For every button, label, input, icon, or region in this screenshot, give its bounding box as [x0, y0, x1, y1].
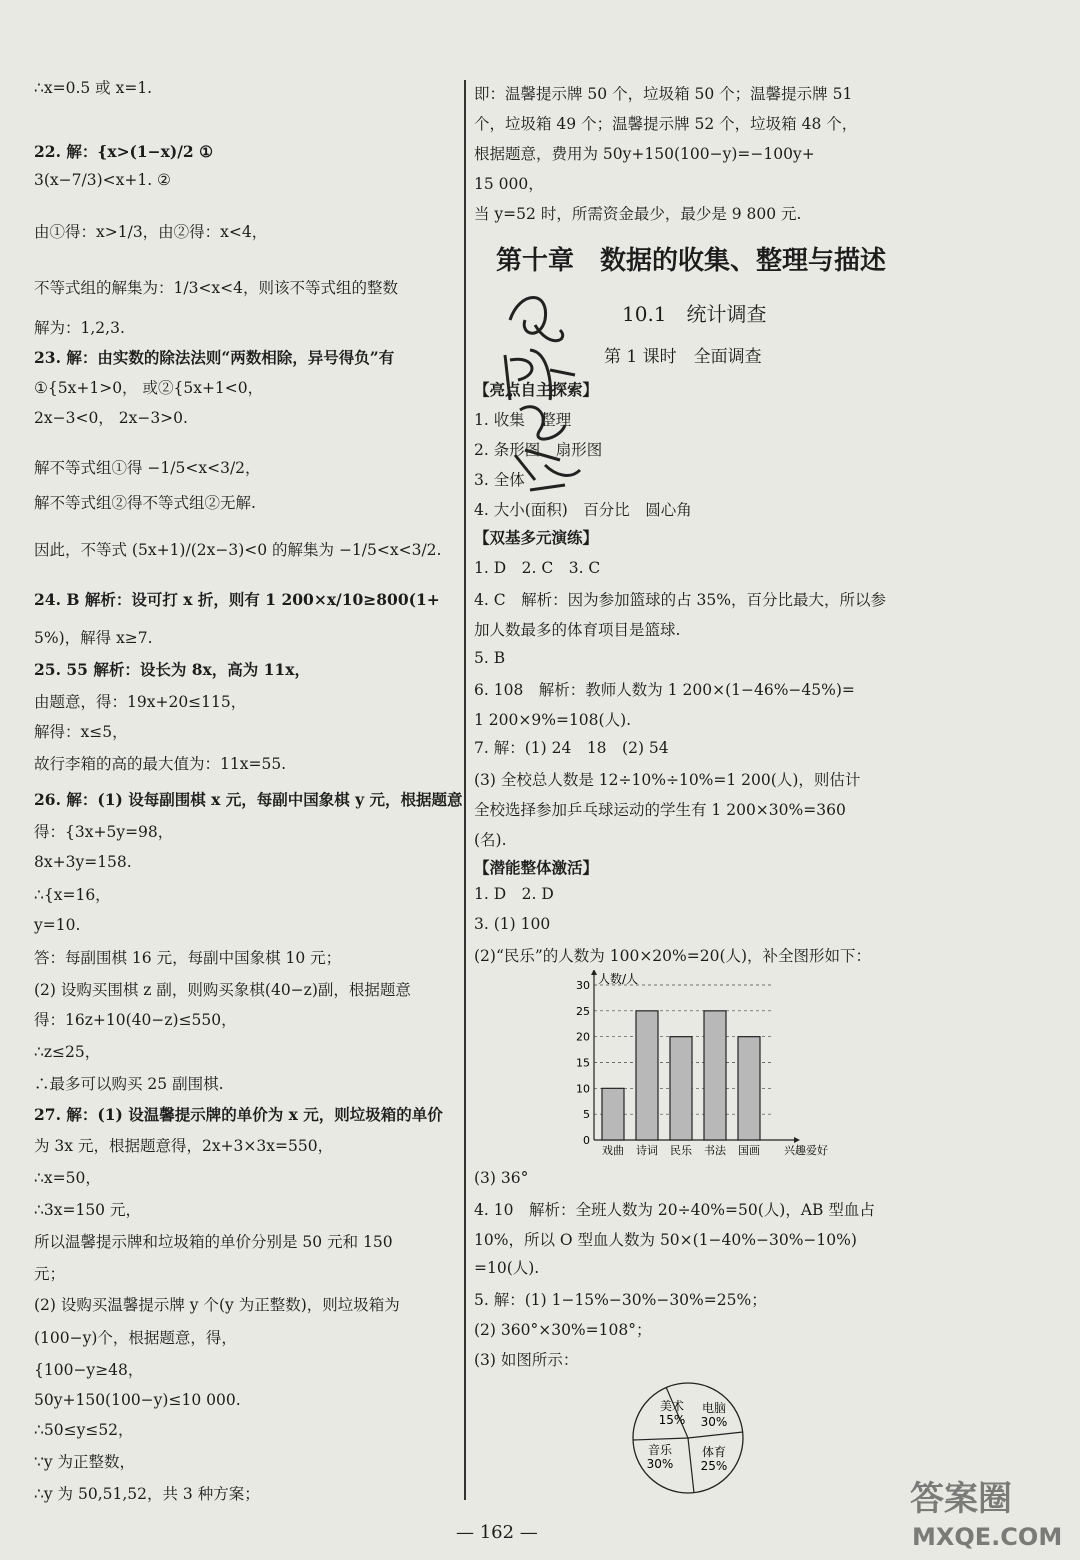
left-text-line: (2) 设购买围棋 z 副，则购买象棋(40−z)副，根据题意 — [34, 981, 411, 999]
pie-slice-label: 音乐 — [647, 1443, 673, 1457]
bar — [636, 1011, 658, 1140]
right-text-line: 5. B — [474, 649, 506, 667]
x-tick-label: 国画 — [738, 1144, 760, 1157]
right-text-line: 1. D 2. C 3. C — [474, 559, 601, 577]
left-text-line: 25. 55 解析：设长为 8x，高为 11x， — [34, 660, 310, 679]
right-text-line: 全校选择参加乒乓球运动的学生有 1 200×30%=360 — [474, 801, 846, 819]
x-tick-label: 戏曲 — [602, 1144, 624, 1157]
y-axis-arrow — [591, 970, 597, 975]
y-tick-label: 15 — [576, 1056, 590, 1070]
left-text-line: 解不等式组①得 −1/5<x<3/2， — [34, 459, 261, 477]
bar-chart — [572, 970, 842, 1160]
left-text-line: 得：16z+10(40−z)≤550， — [34, 1011, 237, 1029]
y-axis-label: 人数/人 — [598, 972, 639, 986]
y-tick-label: 20 — [576, 1030, 590, 1044]
right-text-line: 根据题意，费用为 50y+150(100−y)=−100y+ — [474, 145, 815, 163]
x-tick-label: 书法 — [704, 1144, 726, 1157]
left-text-line: 元； — [34, 1265, 66, 1283]
left-text-line: 50y+150(100−y)≤10 000. — [34, 1391, 241, 1409]
pie-divider — [633, 1438, 688, 1440]
right-text-line: 【潜能整体激活】 — [474, 858, 599, 877]
lesson-title: 第 1 课时 全面调查 — [604, 347, 762, 367]
right-text-line: 2. 条形图 扇形图 — [474, 441, 603, 459]
svg-text:MXQE.COM: MXQE.COM — [912, 1523, 1063, 1551]
right-text-line: (名). — [474, 831, 507, 849]
pie-slice-value: 30% — [646, 1457, 674, 1471]
right-text-line: 当 y=52 时，所需资金最少，最少是 9 800 元. — [474, 205, 802, 223]
pie-chart — [628, 1378, 748, 1498]
y-tick-label: 25 — [576, 1004, 590, 1018]
left-text-line: 因此，不等式 (5x+1)/(2x−3)<0 的解集为 −1/5<x<3/2. — [34, 541, 442, 559]
right-text-line: 3. 全体 — [474, 471, 525, 489]
left-text-line: 得：{3x+5y=98， — [34, 823, 174, 841]
left-text-line: ∴最多可以购买 25 副围棋. — [34, 1075, 224, 1093]
right-text-line: (3) 36° — [474, 1169, 529, 1187]
svg-text:答案圈: 答案圈 — [910, 1479, 1012, 1519]
x-tick-label: 诗词 — [636, 1144, 658, 1157]
left-text-line: 由①得：x>1/3，由②得：x<4， — [34, 223, 268, 241]
right-text-line: 15 000， — [474, 175, 544, 193]
pie-slice-value: 25% — [700, 1459, 728, 1473]
left-text-line: 由题意，得：19x+20≤115， — [34, 693, 247, 711]
y-tick-label: 30 — [576, 979, 590, 992]
y-tick-label: 0 — [583, 1134, 590, 1147]
left-text-line: 22. 解：{x>(1−x)/2 ① — [34, 142, 213, 161]
left-text-line: ∴z≤25， — [34, 1043, 101, 1061]
x-tick-label: 民乐 — [670, 1144, 692, 1157]
bar — [704, 1011, 726, 1140]
left-text-line: ∴x=50， — [34, 1169, 101, 1187]
right-text-line: 4. C 解析：因为参加篮球的占 35%，百分比最大，所以参 — [474, 591, 886, 609]
x-axis-label: 兴趣爱好 — [784, 1144, 828, 1157]
left-text-line: 3(x−7/3)<x+1. ② — [34, 171, 171, 189]
pie-slice-label: 体育 — [701, 1445, 727, 1459]
left-text-line: 26. 解：(1) 设每副围棋 x 元，每副中国象棋 y 元，根据题意 — [34, 790, 463, 809]
left-text-line: ①{5x+1>0， 或②{5x+1<0， — [34, 379, 264, 397]
right-text-line: 1. 收集 整理 — [474, 411, 572, 429]
right-text-line: (3) 全校总人数是 12÷10%÷10%=1 200(人)，则估计 — [474, 771, 861, 789]
right-text-line: 10%，所以 O 型血人数为 50×(1−40%−30%−10%) — [474, 1231, 857, 1249]
right-text-line: 1 200×9%=108(人). — [474, 711, 632, 729]
right-text-line: 个，垃圾箱 49 个；温馨提示牌 52 个，垃圾箱 48 个， — [474, 115, 858, 133]
chapter-title: 第十章 数据的收集、整理与描述 — [496, 246, 887, 276]
right-text-line: 【亮点自主探索】 — [474, 380, 599, 399]
left-text-line: 5%)，解得 x≥7. — [34, 629, 153, 647]
left-text-line: 24. B 解析：设可打 x 折，则有 1 200×x/10≥800(1+ — [34, 590, 440, 609]
right-text-line: 4. 大小(面积) 百分比 圆心角 — [474, 501, 692, 519]
right-text-line: 7. 解：(1) 24 18 (2) 54 — [474, 739, 669, 757]
pie-slice-value: 15% — [658, 1413, 686, 1427]
left-text-line: {100−y≥48， — [34, 1361, 144, 1379]
watermark — [900, 1470, 1070, 1555]
pie-slice-label: 电脑 — [701, 1401, 727, 1415]
right-text-line: 4. 10 解析：全班人数为 20÷40%=50(人)，AB 型血占 — [474, 1201, 875, 1219]
pie-divider — [688, 1432, 743, 1438]
left-text-line: (2) 设购买温馨提示牌 y 个(y 为正整数)，则垃圾箱为 — [34, 1296, 400, 1314]
left-text-line: ∴50≤y≤52， — [34, 1421, 134, 1439]
bar — [738, 1037, 760, 1140]
left-text-line: y=10. — [34, 916, 81, 934]
right-text-line: 加人数最多的体育项目是篮球. — [474, 621, 681, 639]
bar — [670, 1037, 692, 1140]
left-text-line: (100−y)个，根据题意，得， — [34, 1329, 237, 1347]
left-text-line: 答：每副围棋 16 元，每副中国象棋 10 元； — [34, 949, 342, 967]
pie-divider — [688, 1438, 694, 1493]
column-divider — [464, 80, 466, 1500]
left-text-line: ∴3x=150 元， — [34, 1201, 141, 1219]
left-text-line: 故行李箱的高的最大值为：11x=55. — [34, 755, 287, 773]
right-text-line: (2) 360°×30%=108°； — [474, 1321, 652, 1339]
left-text-line: 27. 解：(1) 设温馨提示牌的单价为 x 元，则垃圾箱的单价 — [34, 1105, 443, 1124]
pie-slice-value: 30% — [700, 1415, 728, 1429]
right-text-line: 即：温馨提示牌 50 个，垃圾箱 50 个；温馨提示牌 51 — [474, 85, 853, 103]
left-text-line: 为 3x 元，根据题意得，2x+3×3x=550， — [34, 1137, 334, 1155]
left-text-line: 2x−3<0， 2x−3>0. — [34, 409, 188, 427]
x-axis-arrow — [794, 1137, 800, 1143]
y-tick-label: 5 — [583, 1108, 590, 1122]
left-text-line: 解不等式组②得不等式组②无解. — [34, 494, 256, 512]
right-text-line: 1. D 2. D — [474, 885, 554, 903]
left-text-line: 8x+3y=158. — [34, 853, 132, 871]
left-text-line: 解得：x≤5， — [34, 723, 128, 741]
left-text-line: ∵y 为正整数， — [34, 1453, 136, 1471]
left-text-line: ∴x=0.5 或 x=1. — [34, 79, 153, 97]
right-text-line: 5. 解：(1) 1−15%−30%−30%=25%； — [474, 1291, 767, 1309]
right-text-line: 6. 108 解析：教师人数为 1 200×(1−46%−45%)= — [474, 681, 855, 699]
right-text-line: =10(人). — [474, 1259, 540, 1277]
right-text-line: 【双基多元演练】 — [474, 528, 599, 547]
right-text-line: 3. (1) 100 — [474, 915, 551, 933]
handwriting-scribble — [490, 280, 600, 500]
left-text-line: 23. 解：由实数的除法法则“两数相除，异号得负”有 — [34, 348, 395, 367]
left-text-line: 解为：1,2,3. — [34, 319, 125, 337]
y-tick-label: 10 — [576, 1082, 590, 1096]
right-text-line: (2)“民乐”的人数为 100×20%=20(人)，补全图形如下： — [474, 947, 872, 965]
left-text-line: 不等式组的解集为：1/3<x<4，则该不等式组的整数 — [34, 279, 399, 297]
pie-slice-label: 美术 — [659, 1399, 685, 1413]
right-text-line: (3) 如图所示： — [474, 1351, 579, 1369]
bar — [602, 1088, 624, 1140]
section-title: 10.1 统计调查 — [622, 302, 767, 326]
page-number: — 162 — — [456, 1522, 538, 1543]
left-text-line: 所以温馨提示牌和垃圾箱的单价分别是 50 元和 150 — [34, 1233, 393, 1251]
left-text-line: ∴{x=16， — [34, 886, 111, 904]
left-text-line: ∴y 为 50,51,52，共 3 种方案； — [34, 1485, 260, 1503]
